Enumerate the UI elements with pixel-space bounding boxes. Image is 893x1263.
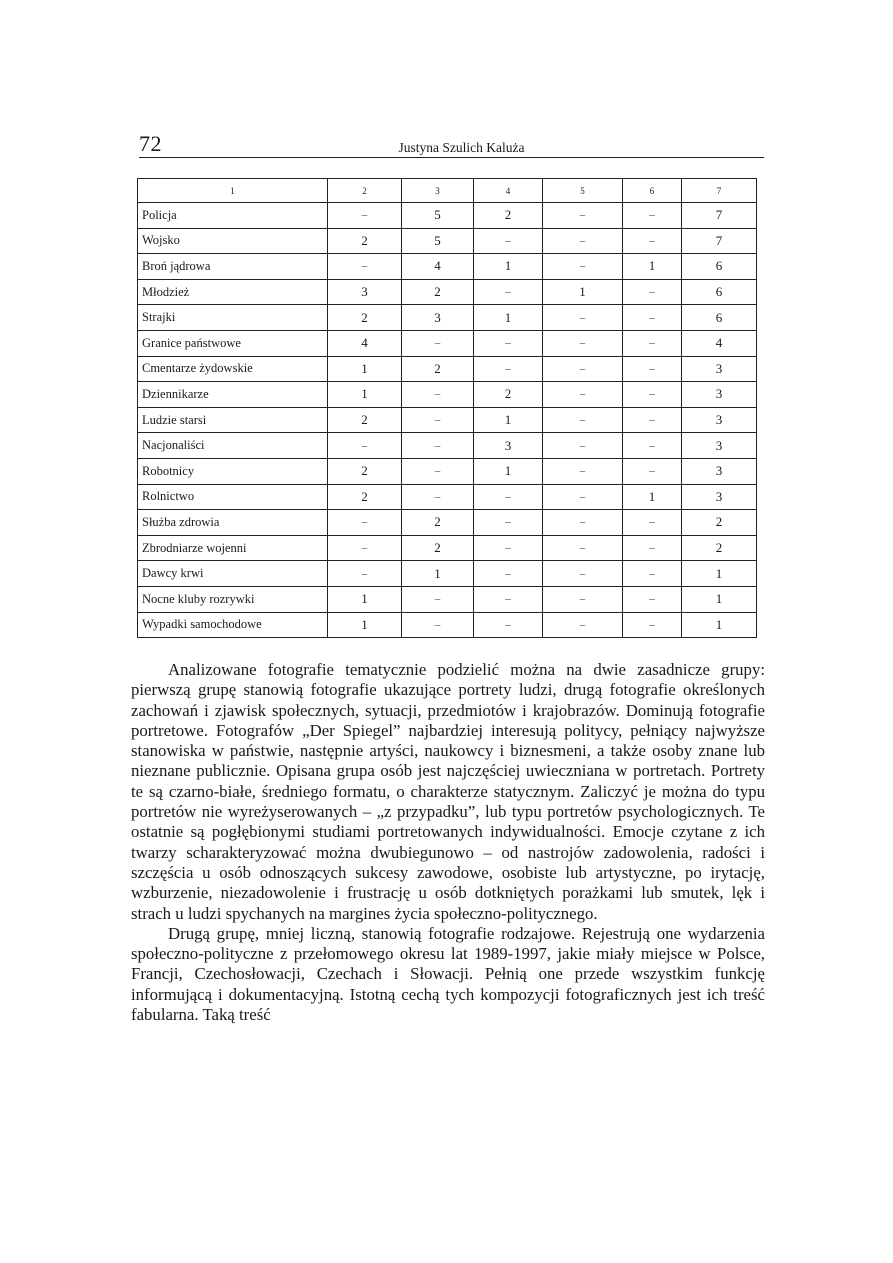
- table-cell: –: [623, 510, 682, 536]
- table-row: [138, 330, 757, 356]
- table-cell: 3: [682, 356, 757, 382]
- table-cell: 1: [682, 561, 757, 587]
- paragraph: Drugą grupę, mniej liczną, stanowią fotografie rodzajowe. Rejestrują one wydarzenia społeczno-polityczne z przełomowego okresu lat 1989-1997, jakie miały miejsce w Polsce, Francji, Czechosłowacji, Czechach i Słowacji. Pełnią one przede wszystkim funkcję informującą i dokumentacyjną. Istotną cechą tych kompozycji fotograficznych jest ich treść fabularna. Taką treść: [131, 923, 765, 1025]
- table-cell: –: [328, 510, 402, 536]
- table-cell: 3: [682, 484, 757, 510]
- table-cell: 3: [328, 279, 402, 305]
- table-cell: –: [402, 382, 474, 408]
- column-header: 4: [474, 179, 543, 203]
- table-cell: 5: [402, 228, 474, 254]
- table-cell: 2: [402, 510, 474, 536]
- table-cell: –: [474, 279, 543, 305]
- table-row: [138, 612, 757, 638]
- row-label: Strajki: [138, 305, 328, 331]
- table-cell: –: [402, 586, 474, 612]
- table-cell: –: [474, 330, 543, 356]
- data-table: [137, 178, 757, 638]
- table-cell: 1: [474, 407, 543, 433]
- table-cell: –: [474, 612, 543, 638]
- table-cell: –: [402, 433, 474, 459]
- table-cell: 1: [682, 586, 757, 612]
- table-header-row: [138, 179, 757, 203]
- table-cell: –: [474, 535, 543, 561]
- table-cell: –: [623, 612, 682, 638]
- table-cell: –: [543, 433, 623, 459]
- column-header: 3: [402, 179, 474, 203]
- table-cell: 2: [328, 407, 402, 433]
- table-row: [138, 254, 757, 280]
- table-cell: 4: [682, 330, 757, 356]
- table-cell: 6: [682, 305, 757, 331]
- table-cell: –: [474, 356, 543, 382]
- row-label: Dawcy krwi: [138, 561, 328, 587]
- table-cell: –: [328, 203, 402, 229]
- table-cell: –: [402, 612, 474, 638]
- table-row: [138, 203, 757, 229]
- row-label: Dziennikarze: [138, 382, 328, 408]
- table-cell: –: [474, 484, 543, 510]
- table-cell: –: [623, 305, 682, 331]
- table-cell: –: [623, 433, 682, 459]
- table-row: [138, 382, 757, 408]
- table-cell: 3: [682, 382, 757, 408]
- table-cell: –: [543, 203, 623, 229]
- table-cell: 3: [682, 407, 757, 433]
- row-label: Broń jądrowa: [138, 254, 328, 280]
- table-cell: –: [543, 254, 623, 280]
- table-cell: 3: [682, 433, 757, 459]
- table-cell: –: [543, 586, 623, 612]
- table-cell: –: [623, 330, 682, 356]
- running-head: Justyna Szulich Kaluża: [398, 140, 525, 155]
- table-cell: –: [623, 561, 682, 587]
- table-cell: 1: [328, 612, 402, 638]
- page-header: [139, 131, 764, 158]
- table-cell: 2: [328, 305, 402, 331]
- table-cell: 1: [474, 458, 543, 484]
- table-cell: 7: [682, 228, 757, 254]
- table-row: [138, 228, 757, 254]
- table-cell: –: [543, 330, 623, 356]
- table-row: [138, 279, 757, 305]
- table-cell: 2: [328, 228, 402, 254]
- table-cell: –: [543, 407, 623, 433]
- table-cell: 6: [682, 254, 757, 280]
- row-label: Rolnictwo: [138, 484, 328, 510]
- table-cell: –: [543, 535, 623, 561]
- table-cell: 1: [328, 382, 402, 408]
- table-cell: –: [543, 458, 623, 484]
- table-cell: –: [543, 612, 623, 638]
- table-cell: 1: [543, 279, 623, 305]
- table-cell: –: [623, 279, 682, 305]
- table-cell: 4: [328, 330, 402, 356]
- table-cell: –: [328, 535, 402, 561]
- table-row: [138, 305, 757, 331]
- table-cell: –: [402, 330, 474, 356]
- column-header: 7: [682, 179, 757, 203]
- column-header: 6: [623, 179, 682, 203]
- row-label: Zbrodniarze wojenni: [138, 535, 328, 561]
- row-label: Służba zdrowia: [138, 510, 328, 536]
- table-cell: 1: [474, 305, 543, 331]
- table-cell: –: [474, 228, 543, 254]
- table-row: [138, 407, 757, 433]
- paragraph: Analizowane fotografie tematycznie podzielić można na dwie zasadnicze grupy: pierwszą grupę stanowią fotografie ukazujące portrety ludzi, drugą fotografie określonych zachowań i zjawisk społecznych, sytuacji, przedmiotów i krajobrazów. Dominują fotografie portretowe. Fotografów „Der Spiegel” najbardziej interesują politycy, pełniący najwyższe stanowiska w państwie, następnie artyści, naukowcy i biznesmeni, a także osoby znane lub nieznane publicznie. Opisana grupa osób jest najczęściej uwieczniana w portretach. Portrety te są czarno-białe, średniego formatu, o charakterze statycznym. Zaliczyć je można do typu portretów nie wyreżyserowanych – „z przypadku”, lub typu portretów psychologicznych. Te ostatnie są pogłębionymi studiami portretowanych indywidualności. Emocje czytane z ich twarzy scharakteryzować można dwubiegunowo – od nastrojów zadowolenia, radości i szczęścia u osób odnoszących sukcesy zawodowe, osobiste lub artystyczne, po irytację, wzburzenie, niezadowolenie i frustrację u osób dotkniętych porażkami lub smutek, lęk i strach u ludzi spychanych na margines życia społeczno-politycznego.: [131, 660, 765, 923]
- row-label: Wypadki samochodowe: [138, 612, 328, 638]
- table-cell: –: [623, 407, 682, 433]
- table-cell: –: [543, 305, 623, 331]
- table-cell: 1: [623, 484, 682, 510]
- column-header: 5: [543, 179, 623, 203]
- table-cell: –: [623, 382, 682, 408]
- table-cell: –: [623, 203, 682, 229]
- table-cell: 1: [623, 254, 682, 280]
- page-number: 72: [139, 131, 162, 156]
- row-label: Wojsko: [138, 228, 328, 254]
- table-row: [138, 484, 757, 510]
- table-cell: 2: [402, 279, 474, 305]
- row-label: Nocne kluby rozrywki: [138, 586, 328, 612]
- table-cell: 1: [328, 586, 402, 612]
- table-cell: –: [474, 510, 543, 536]
- table-cell: 4: [402, 254, 474, 280]
- table-cell: –: [623, 535, 682, 561]
- table-cell: –: [328, 561, 402, 587]
- table-cell: –: [543, 561, 623, 587]
- table-cell: 2: [328, 458, 402, 484]
- table-cell: –: [623, 458, 682, 484]
- table-cell: –: [623, 356, 682, 382]
- table-cell: 7: [682, 203, 757, 229]
- table-row: [138, 535, 757, 561]
- table-cell: –: [543, 382, 623, 408]
- table-row: [138, 356, 757, 382]
- table-cell: 3: [682, 458, 757, 484]
- table-cell: 5: [402, 203, 474, 229]
- table-cell: –: [474, 561, 543, 587]
- table-cell: 2: [402, 535, 474, 561]
- table-row: [138, 586, 757, 612]
- row-label: Cmentarze żydowskie: [138, 356, 328, 382]
- table-cell: –: [543, 356, 623, 382]
- body-text: [131, 660, 765, 1025]
- table-cell: 1: [474, 254, 543, 280]
- table-cell: –: [402, 458, 474, 484]
- row-label: Nacjonaliści: [138, 433, 328, 459]
- table-cell: 2: [402, 356, 474, 382]
- table-cell: 1: [402, 561, 474, 587]
- table-cell: 3: [402, 305, 474, 331]
- row-label: Ludzie starsi: [138, 407, 328, 433]
- table-row: [138, 561, 757, 587]
- table-cell: –: [623, 586, 682, 612]
- table-cell: 2: [682, 510, 757, 536]
- table-cell: –: [328, 254, 402, 280]
- column-header: 1: [138, 179, 328, 203]
- table-row: [138, 510, 757, 536]
- table-cell: 2: [682, 535, 757, 561]
- table-cell: 1: [682, 612, 757, 638]
- table-cell: –: [623, 228, 682, 254]
- table-cell: –: [402, 407, 474, 433]
- table-row: [138, 433, 757, 459]
- row-label: Policja: [138, 203, 328, 229]
- table-cell: –: [402, 484, 474, 510]
- row-label: Robotnicy: [138, 458, 328, 484]
- table-row: [138, 458, 757, 484]
- table-cell: 2: [328, 484, 402, 510]
- row-label: Młodzież: [138, 279, 328, 305]
- table-cell: –: [543, 228, 623, 254]
- table-cell: 2: [474, 382, 543, 408]
- row-label: Granice państwowe: [138, 330, 328, 356]
- column-header: 2: [328, 179, 402, 203]
- table-cell: 2: [474, 203, 543, 229]
- table-cell: –: [543, 510, 623, 536]
- table-cell: –: [328, 433, 402, 459]
- table-cell: –: [543, 484, 623, 510]
- table-cell: –: [474, 586, 543, 612]
- table-cell: 6: [682, 279, 757, 305]
- table-cell: 1: [328, 356, 402, 382]
- table-cell: 3: [474, 433, 543, 459]
